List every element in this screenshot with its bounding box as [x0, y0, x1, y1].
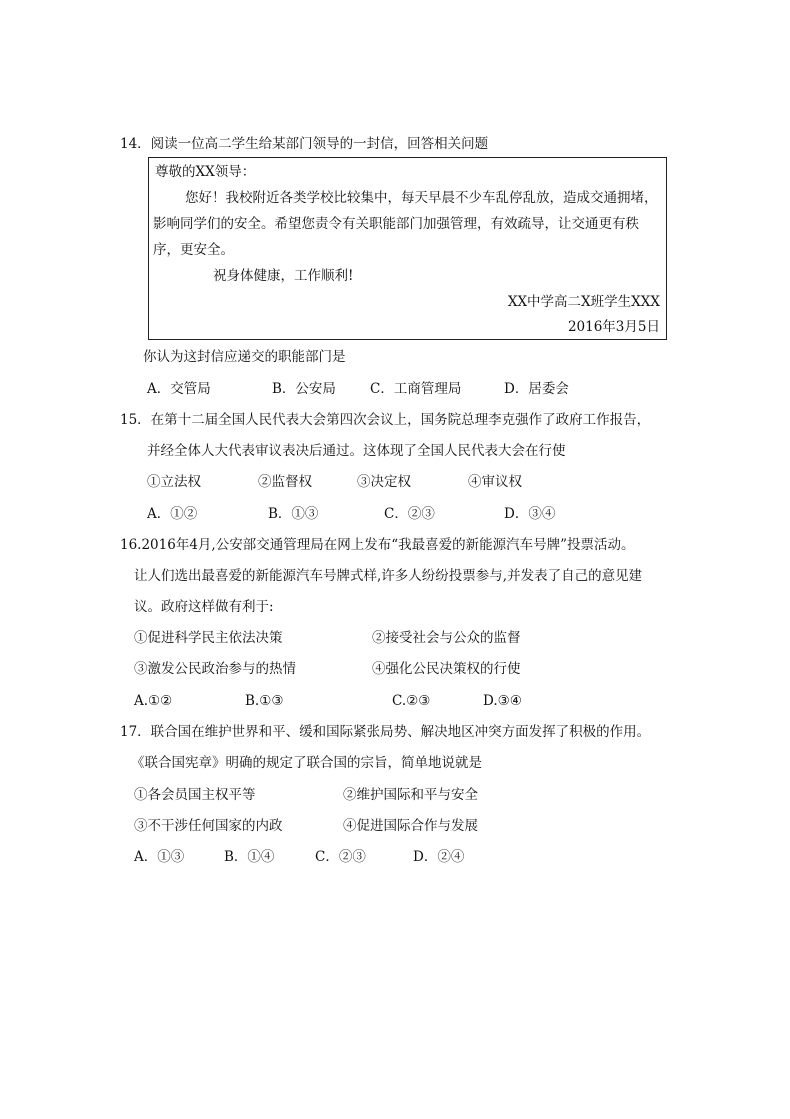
- q17-option-d: D．②④: [413, 849, 465, 865]
- letter-body-line-3: 序，更安全。: [153, 242, 234, 258]
- q16-item-2: ②接受社会与公众的监督: [372, 630, 521, 646]
- q16-item-3: ③激发公民政治参与的热情: [134, 661, 296, 677]
- q14-stem: 14．阅读一位高二学生给某部门领导的一封信，回答相关问题: [120, 136, 489, 152]
- q15-option-d: D．③④: [504, 506, 556, 522]
- letter-date: 2016年3月5日: [567, 319, 660, 335]
- q14-option-c: C．工商管理局: [370, 381, 462, 397]
- q17-option-b: B．①④: [224, 849, 275, 865]
- q15-option-b: B．①③: [268, 506, 319, 522]
- q15-item-4: ④审议权: [468, 474, 522, 490]
- q16-stem-line-3: 议。政府这样做有利于:: [134, 599, 274, 615]
- q15-stem-line-1: 15．在第十二届全国人民代表大会第四次会议上，国务院总理李克强作了政府工作报告，: [120, 412, 651, 428]
- q16-stem-line-2: 让人们选出最喜爱的新能源汽车号牌式样,许多人纷纷投票参与,并发表了自己的意见建: [134, 568, 643, 584]
- q15-item-1: ①立法权: [147, 474, 201, 490]
- q15-stem-line-2: 并经全体人大代表审议表决后通过。这体现了全国人民代表大会在行使: [147, 443, 566, 459]
- letter-body-line-2: 影响同学们的安全。希望您责令有关职能部门加强管理，有效疏导，让交通更有秩: [153, 216, 639, 232]
- q16-item-1: ①促进科学民主依法决策: [134, 630, 283, 646]
- letter-body-line-1: 您好！我校附近各类学校比较集中，每天早晨不少车乱停乱放，造成交通拥堵，: [185, 190, 658, 206]
- q17-item-4: ④促进国际合作与发展: [343, 818, 478, 834]
- q16-option-d: D.③④: [483, 693, 522, 709]
- q17-item-1: ①各会员国主权平等: [134, 787, 256, 803]
- q16-item-4: ④强化公民决策权的行使: [372, 661, 521, 677]
- q14-option-b: B．公安局: [272, 381, 336, 397]
- q15-item-3: ③决定权: [357, 474, 411, 490]
- letter-closing: 祝身体健康，工作顺利!: [213, 268, 354, 284]
- q17-option-a: A．①③: [134, 849, 185, 865]
- q16-option-a: A.①②: [134, 693, 173, 709]
- letter-signature: XX中学高二X班学生XXX: [507, 294, 660, 310]
- q17-stem-line-2: 《联合国宪章》明确的规定了联合国的宗旨，简单地说就是: [131, 755, 482, 771]
- q14-option-d: D．居委会: [504, 381, 569, 397]
- q16-option-b: B.①③: [245, 693, 284, 709]
- q17-item-3: ③不干涉任何国家的内政: [134, 818, 283, 834]
- q14-question: 你认为这封信应递交的职能部门是: [143, 349, 346, 365]
- q17-stem-line-1: 17．联合国在维护世界和平、缓和国际紧张局势、解决地区冲突方面发挥了积极的作用。: [120, 724, 651, 740]
- q17-item-2: ②维护国际和平与安全: [343, 787, 478, 803]
- q16-option-c: C.②③: [392, 693, 431, 709]
- q15-option-c: C．②③: [384, 506, 435, 522]
- q16-stem-line-1: 16.2016年4月,公安部交通管理局在网上发布“我最喜爱的新能源汽车号牌”投票活动。: [120, 537, 635, 553]
- letter-salutation: 尊敬的XX领导：: [155, 164, 256, 180]
- q15-option-a: A．①②: [147, 506, 198, 522]
- q15-item-2: ②监督权: [258, 474, 312, 490]
- q17-option-c: C．②③: [315, 849, 366, 865]
- q14-option-a: A．交管局: [147, 381, 211, 397]
